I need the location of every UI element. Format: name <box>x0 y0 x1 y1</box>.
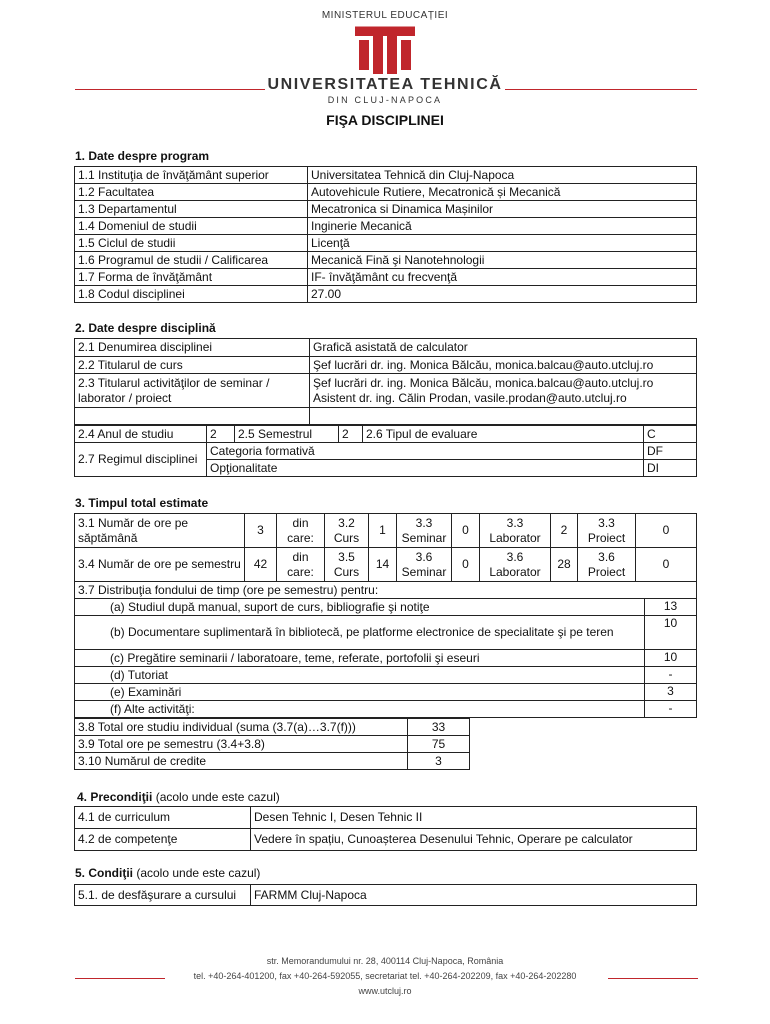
program-row <box>75 201 697 218</box>
semester-label: 2.5 Semestrul <box>235 426 339 443</box>
course-conditions-value: FARMM Cluj-Napoca <box>251 885 697 906</box>
weekly-lab-value: 2 <box>551 514 578 548</box>
precondition-row-label: 4.1 de curriculum <box>75 807 251 829</box>
weekly-hours-label: 3.1 Număr de ore pe săptămână <box>75 514 245 548</box>
precondition-row-value: Desen Tehnic I, Desen Tehnic II <box>251 807 697 829</box>
optionality-label: Opţionalitate <box>207 460 644 477</box>
distribution-row <box>75 684 697 701</box>
semester-course-label: 3.5 Curs <box>325 548 369 582</box>
distribution-heading: 3.7 Distribuţia fondului de timp (ore pe semestru) pentru: <box>75 582 697 599</box>
distribution-row-label: (b) Documentare suplimentară în bibliotecă, pe platforme electronice de specialitate şi pe teren <box>75 616 645 650</box>
evaluation-type-label: 2.6 Tipul de evaluare <box>363 426 644 443</box>
distribution-row <box>75 616 697 650</box>
study-year-value: 2 <box>207 426 235 443</box>
preconditions-table <box>74 806 697 851</box>
formative-category-value: DF <box>644 443 697 460</box>
empty-cell <box>310 408 697 425</box>
program-row <box>75 286 697 303</box>
weekly-hours-total: 3 <box>245 514 277 548</box>
program-row-value: Universitatea Tehnică din Cluj-Napoca <box>308 167 697 184</box>
weekly-course-label: 3.2 Curs <box>325 514 369 548</box>
program-row-value: Mecatronica si Dinamica Mașinilor <box>308 201 697 218</box>
empty-cell <box>75 408 310 425</box>
optionality-value: DI <box>644 460 697 477</box>
totals-row <box>75 736 470 753</box>
distribution-row <box>75 701 697 718</box>
weekly-course-value: 1 <box>369 514 397 548</box>
semester-value: 2 <box>339 426 363 443</box>
semester-lab-label: 3.6 Laborator <box>480 548 551 582</box>
distribution-row-value: 13 <box>645 599 697 616</box>
semester-seminar-value: 0 <box>452 548 480 582</box>
totals-row-label: 3.9 Total ore pe semestru (3.4+3.8) <box>75 736 408 753</box>
discipline-name-label: 2.1 Denumirea disciplinei <box>75 339 310 357</box>
distribution-table <box>74 581 697 718</box>
totals-row <box>75 753 470 770</box>
footer-phones: tel. +40-264-401200, fax +40-264-592055, secretariat tel. +40-264-202209, fax +40-264-202280 <box>193 971 577 981</box>
distribution-row-label: (f) Alte activităţi: <box>75 701 645 718</box>
course-holder-label: 2.2 Titularul de curs <box>75 357 310 374</box>
discipline-details-table <box>74 425 697 477</box>
precondition-row <box>75 807 697 829</box>
discipline-table <box>74 338 697 425</box>
weekly-project-value: 0 <box>636 514 697 548</box>
distribution-row-value: 10 <box>645 616 697 650</box>
course-holder-value: Şef lucrări dr. ing. Monica Bălcău, monica.balcau@auto.utcluj.ro <box>310 357 697 374</box>
program-row-label: 1.3 Departamentul <box>75 201 308 218</box>
distribution-row <box>75 650 697 667</box>
totals-row-value: 33 <box>408 719 470 736</box>
program-row-label: 1.8 Codul disciplinei <box>75 286 308 303</box>
weekly-seminar-label: 3.3 Seminar <box>397 514 452 548</box>
section-1-heading: 1. Date despre program <box>75 149 210 163</box>
distribution-row <box>75 599 697 616</box>
distribution-row-value: 10 <box>645 650 697 667</box>
program-table <box>74 166 697 303</box>
semester-hours-total: 42 <box>245 548 277 582</box>
distribution-row-label: (d) Tutoriat <box>75 667 645 684</box>
semester-lab-value: 28 <box>551 548 578 582</box>
regime-label: 2.7 Regimul disciplinei <box>75 443 207 477</box>
weekly-project-label: 3.3 Proiect <box>578 514 636 548</box>
conditions-table <box>74 884 697 906</box>
distribution-row-label: (c) Pregătire seminarii / laboratoare, teme, referate, portofolii şi eseuri <box>75 650 645 667</box>
program-row <box>75 218 697 235</box>
section-3-heading: 3. Timpul total estimate <box>75 496 209 510</box>
totals-row <box>75 719 470 736</box>
totals-row-label: 3.10 Numărul de credite <box>75 753 408 770</box>
course-conditions-label: 5.1. de desfăşurare a cursului <box>75 885 251 906</box>
ministry-name: MINISTERUL EDUCAȚIEI <box>321 10 449 21</box>
distribution-row-value: 3 <box>645 684 697 701</box>
semester-din-care: din care: <box>277 548 325 582</box>
program-row-value: Licenţă <box>308 235 697 252</box>
semester-project-label: 3.6 Proiect <box>578 548 636 582</box>
program-row-value: Inginerie Mecanică <box>308 218 697 235</box>
semester-seminar-label: 3.6 Seminar <box>397 548 452 582</box>
distribution-row-value: - <box>645 701 697 718</box>
semester-hours-label: 3.4 Număr de ore pe semestru <box>75 548 245 582</box>
seminar-holder-label: 2.3 Titularul activităţilor de seminar / laborator / proiect <box>75 374 310 408</box>
university-city: DIN CLUJ-NAPOCA <box>327 95 443 105</box>
footer-address: str. Memorandumului nr. 28, 400114 Cluj-Napoca, România <box>266 956 504 966</box>
program-row-value: Mecanică Fină şi Nanotehnologii <box>308 252 697 269</box>
distribution-row <box>75 667 697 684</box>
program-row-label: 1.2 Facultatea <box>75 184 308 201</box>
discipline-name-value: Grafică asistată de calculator <box>310 339 697 357</box>
precondition-row-value: Vedere în spațiu, Cunoașterea Desenului Tehnic, Operare pe calculator <box>251 829 697 851</box>
program-row-label: 1.7 Forma de învăţământ <box>75 269 308 286</box>
hours-table <box>74 513 697 582</box>
weekly-din-care: din care: <box>277 514 325 548</box>
semester-course-value: 14 <box>369 548 397 582</box>
program-row-value: 27.00 <box>308 286 697 303</box>
program-row <box>75 167 697 184</box>
program-row <box>75 184 697 201</box>
footer-website[interactable]: www.utcluj.ro <box>358 986 412 996</box>
university-logo <box>353 24 417 76</box>
precondition-row-label: 4.2 de competenţe <box>75 829 251 851</box>
semester-project-value: 0 <box>636 548 697 582</box>
study-year-label: 2.4 Anul de studiu <box>75 426 207 443</box>
page-title: FIŞA DISCIPLINEI <box>326 112 444 128</box>
program-row <box>75 269 697 286</box>
section-2-heading: 2. Date despre disciplină <box>75 321 216 335</box>
totals-row-label: 3.8 Total ore studiu individual (suma (3.7(a)…3.7(f))) <box>75 719 408 736</box>
program-row <box>75 235 697 252</box>
totals-row-value: 75 <box>408 736 470 753</box>
section-5-heading: 5. Condiţii (acolo unde este cazul) <box>75 866 261 880</box>
program-row-value: IF- învăţământ cu frecvenţă <box>308 269 697 286</box>
program-row-label: 1.6 Programul de studii / Calificarea <box>75 252 308 269</box>
program-row <box>75 252 697 269</box>
program-row-value: Autovehicule Rutiere, Mecatronică și Mecanică <box>308 184 697 201</box>
seminar-holder-value: Şef lucrări dr. ing. Monica Bălcău, monica.balcau@auto.utcluj.ro Asistent dr. ing. Călin Prodan, vasile.prodan@auto.utcluj.ro <box>310 374 697 408</box>
program-row-label: 1.4 Domeniul de studii <box>75 218 308 235</box>
distribution-row-label: (e) Examinări <box>75 684 645 701</box>
weekly-lab-label: 3.3 Laborator <box>480 514 551 548</box>
formative-category-label: Categoria formativă <box>207 443 644 460</box>
evaluation-type-value: C <box>644 426 697 443</box>
distribution-row-label: (a) Studiul după manual, suport de curs, bibliografie şi notiţe <box>75 599 645 616</box>
program-row-label: 1.1 Instituţia de învăţământ superior <box>75 167 308 184</box>
section-4-heading: 4. Precondiţii (acolo unde este cazul) <box>77 790 280 804</box>
precondition-row <box>75 829 697 851</box>
totals-table <box>74 718 470 770</box>
totals-row-value: 3 <box>408 753 470 770</box>
university-name: UNIVERSITATEA TEHNICĂ <box>267 76 503 93</box>
weekly-seminar-value: 0 <box>452 514 480 548</box>
program-row-label: 1.5 Ciclul de studii <box>75 235 308 252</box>
distribution-row-value: - <box>645 667 697 684</box>
